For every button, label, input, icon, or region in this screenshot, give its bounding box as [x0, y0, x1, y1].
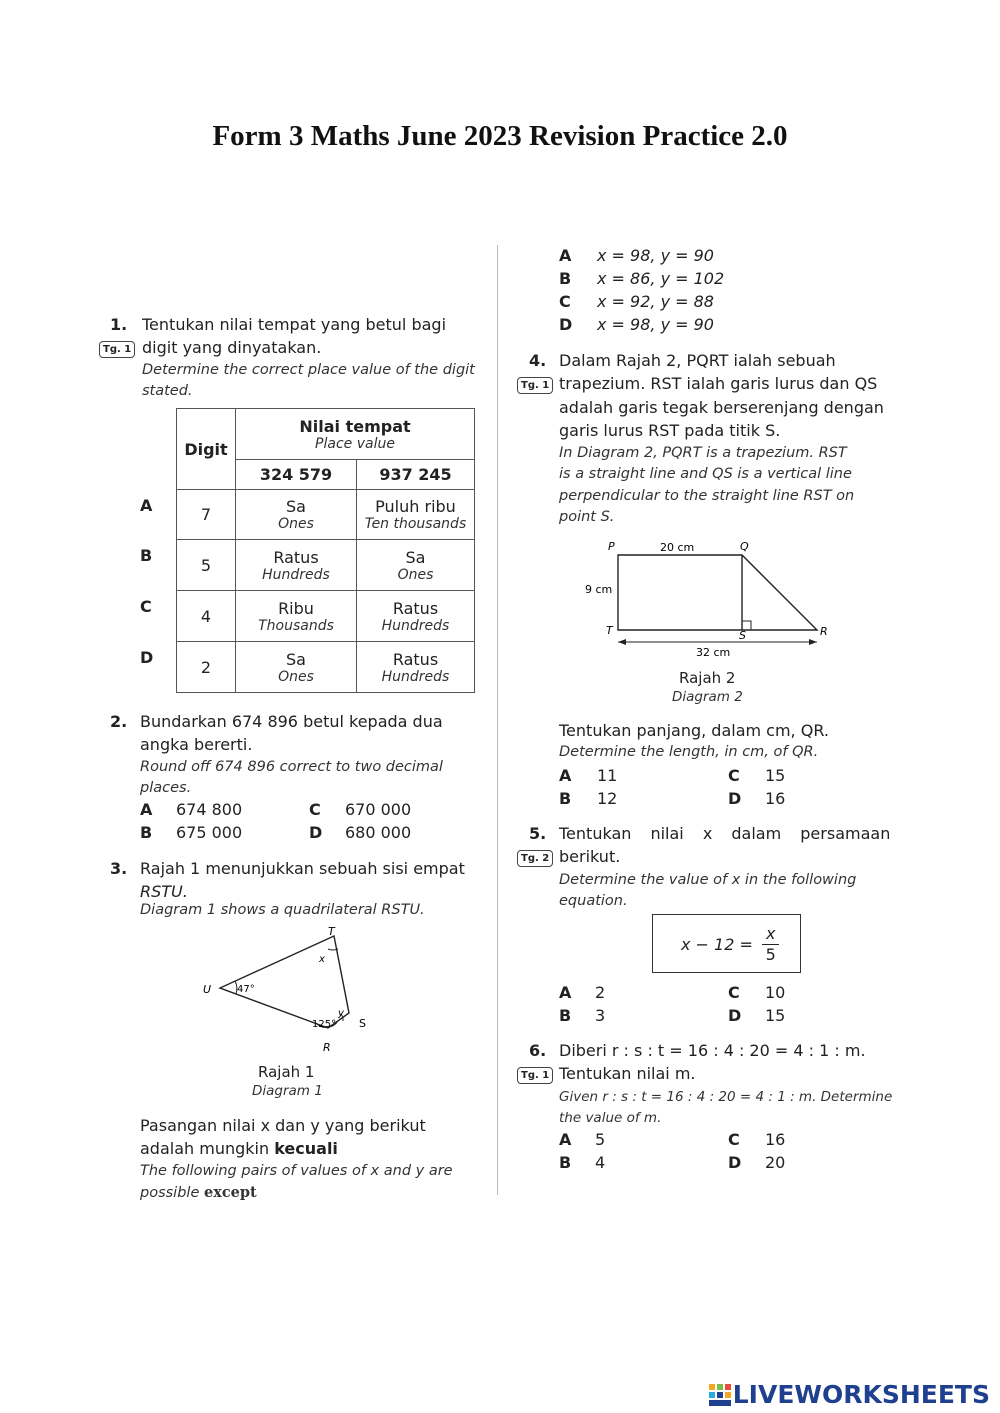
vertex-label-t: T	[606, 624, 613, 637]
diagram-caption-en: Diagram 2	[672, 689, 743, 705]
option-value-a[interactable]: 5	[595, 1130, 606, 1149]
level-tag: Tg. 1	[517, 1067, 553, 1084]
angle-label-125: 125°	[312, 1019, 337, 1030]
option-label-a[interactable]: A	[559, 246, 572, 265]
option-value-d[interactable]: 680 000	[345, 823, 412, 842]
value-cell	[357, 642, 475, 693]
length-label-tr: 32 cm	[696, 646, 731, 659]
option-label-c[interactable]: C	[728, 983, 740, 1002]
equation-fraction	[762, 924, 779, 965]
value-cell	[236, 591, 357, 642]
vertex-label-u: U	[203, 983, 212, 996]
length-label-pq: 20 cm	[660, 541, 695, 554]
option-value-c[interactable]: 670 000	[345, 800, 412, 819]
vertex-label-t: T	[328, 925, 335, 938]
equation-left: x − 12 =	[681, 935, 753, 954]
question-number: 1.	[110, 315, 128, 334]
option-value-a[interactable]: 11	[597, 766, 618, 785]
question-text: Rajah 1 menunjukkan sebuah sisi empat	[140, 859, 465, 878]
digit-cell: 7	[177, 490, 236, 540]
diagram-caption: Rajah 2	[679, 669, 736, 687]
angle-label-x: x	[319, 954, 325, 965]
option-label-d[interactable]: D	[728, 789, 742, 808]
vertex-label-s: S	[739, 629, 746, 642]
option-value-b[interactable]: x = 86, y = 102	[597, 269, 725, 288]
logo-icon	[709, 1384, 731, 1406]
question-text: berikut.	[559, 847, 621, 866]
value-text: Ribu	[278, 598, 314, 618]
option-label-a[interactable]: A	[140, 496, 153, 515]
value-text-en: Hundreds	[262, 566, 330, 583]
digit-cell: 4	[177, 591, 236, 642]
option-label-b[interactable]: B	[559, 789, 572, 808]
question-text-en: places.	[140, 780, 192, 796]
question-text-en: Round off 674 896 correct to two decimal	[140, 759, 443, 775]
value-text-en: Ten thousands	[364, 516, 467, 532]
option-value-b[interactable]: 3	[595, 1006, 606, 1025]
arrow-right-icon	[809, 639, 817, 645]
option-value-a[interactable]: 2	[595, 983, 606, 1002]
value-text-en: Ones	[397, 566, 434, 583]
option-value-a[interactable]: 674 800	[176, 800, 243, 819]
question-text-en: perpendicular to the straight line RST on	[559, 488, 855, 504]
value-text: Sa	[286, 497, 306, 516]
text-part: adalah mungkin	[140, 1139, 275, 1158]
value-cell	[236, 540, 357, 591]
value-text-en: Ones	[278, 516, 314, 532]
digit-header: Digit	[177, 409, 236, 490]
diagram-caption: Rajah 1	[258, 1063, 315, 1081]
length-label-pt: 9 cm	[585, 583, 613, 596]
option-label-a[interactable]: A	[140, 800, 153, 819]
value-text-en: Ones	[278, 668, 314, 685]
vertex-label-s: S	[359, 1017, 366, 1030]
value-text: Ratus	[392, 649, 439, 669]
question-text: Diberi r : s : t = 16 : 4 : 20 = 4 : 1 : m.	[559, 1041, 866, 1060]
question-text-en: is a straight line and QS is a vertical line	[559, 466, 852, 482]
fraction-numerator: x	[762, 924, 779, 945]
value-text: Sa	[405, 547, 426, 567]
vertex-label-r: R	[820, 625, 828, 638]
value-text: Puluh ribu	[375, 497, 456, 516]
question-number: 5.	[529, 824, 547, 843]
equation-box	[652, 914, 801, 973]
value-cell	[357, 490, 475, 540]
question-text: Tentukan panjang, dalam cm, QR.	[559, 721, 829, 740]
option-value-c[interactable]: x = 92, y = 88	[597, 292, 714, 311]
option-value-d[interactable]: 16	[765, 789, 786, 808]
angle-arc-t	[328, 949, 338, 950]
value-cell	[357, 591, 475, 642]
question-text: garis lurus RST pada titik S.	[559, 421, 781, 440]
option-label-d[interactable]: D	[140, 648, 154, 667]
table-row	[177, 642, 475, 693]
question-text-en: stated.	[142, 383, 193, 399]
option-label-d[interactable]: D	[309, 823, 323, 842]
question-text-en: Determine the value of x in the following	[559, 872, 857, 888]
value-cell	[357, 540, 475, 591]
vertex-label-r: R	[323, 1041, 331, 1054]
option-label-d[interactable]: D	[728, 1153, 742, 1172]
digit-cell: 5	[177, 540, 236, 591]
value-text-en: Hundreds	[381, 668, 450, 685]
text-part: possible	[140, 1185, 204, 1201]
column-header: 324 579	[236, 460, 357, 490]
text-emphasis: kecuali	[274, 1139, 338, 1158]
question-text-en: point S.	[559, 509, 615, 525]
value-cell	[236, 642, 357, 693]
option-value-a[interactable]: x = 98, y = 90	[597, 246, 714, 265]
liveworksheets-logo[interactable]	[709, 1380, 990, 1409]
column-divider	[497, 245, 498, 1195]
equation	[681, 924, 779, 965]
option-label-a[interactable]: A	[559, 1130, 572, 1149]
value-cell	[236, 490, 357, 540]
question-text	[140, 1137, 338, 1160]
option-label-c[interactable]: C	[728, 766, 740, 785]
value-text-en: Thousands	[258, 617, 334, 634]
question-text: angka bererti.	[140, 735, 253, 754]
question-text-en	[140, 1182, 257, 1204]
option-label-c[interactable]: C	[728, 1130, 740, 1149]
question-text: Dalam Rajah 2, PQRT ialah sebuah	[559, 351, 836, 370]
option-label-b[interactable]: B	[559, 269, 572, 288]
angle-label-y: y	[338, 1008, 344, 1019]
question-text-en: the value of m.	[559, 1110, 662, 1126]
table-row	[177, 490, 475, 540]
arrow-left-icon	[618, 639, 626, 645]
digit-cell: 2	[177, 642, 236, 693]
question-number: 3.	[110, 859, 128, 878]
question-text-en: equation.	[559, 893, 628, 909]
option-label-d[interactable]: D	[559, 315, 573, 334]
option-value-b[interactable]: 4	[595, 1153, 606, 1172]
page-title: Form 3 Maths June 2023 Revision Practice 2.0	[212, 120, 788, 152]
question-text: digit yang dinyatakan.	[142, 338, 322, 357]
option-label-b[interactable]: B	[140, 546, 153, 565]
value-text: Sa	[286, 649, 306, 669]
angle-label-47: 47°	[237, 984, 255, 995]
place-value-table	[176, 408, 475, 693]
option-value-b[interactable]: 675 000	[176, 823, 243, 842]
question-text-en: Determine the length, in cm, of QR.	[559, 744, 819, 760]
table-row	[177, 540, 475, 591]
option-value-c[interactable]: 15	[765, 766, 786, 785]
question-number: 4.	[529, 351, 547, 370]
question-text-en: Given r : s : t = 16 : 4 : 20 = 4 : 1 : m. Determine	[559, 1089, 893, 1105]
level-tag: Tg. 1	[99, 341, 135, 358]
place-value-header	[236, 409, 475, 460]
level-tag: Tg. 2	[517, 850, 553, 867]
option-value-c[interactable]: 10	[765, 983, 786, 1002]
question-text: Pasangan nilai x dan y yang berikut	[140, 1116, 426, 1135]
option-label-b[interactable]: B	[559, 1006, 572, 1025]
vertex-label-p: P	[608, 540, 615, 553]
question-text-en: In Diagram 2, PQRT is a trapezium. RST	[559, 445, 847, 461]
value-text: Ratus	[392, 598, 439, 618]
question-text: Bundarkan 674 896 betul kepada dua	[140, 712, 443, 731]
question-number: 2.	[110, 712, 128, 731]
option-value-b[interactable]: 12	[597, 789, 618, 808]
question-text: trapezium. RST ialah garis lurus dan QS	[559, 374, 878, 393]
option-label-b[interactable]: B	[559, 1153, 572, 1172]
question-number: 6.	[529, 1041, 547, 1060]
logo-text: LIVEWORKSHEETS	[732, 1380, 990, 1409]
option-value-d[interactable]: 20	[765, 1153, 786, 1172]
place-value-header-text: Nilai tempat	[299, 416, 411, 436]
question-text-en: Diagram 1 shows a quadrilateral RSTU.	[140, 902, 425, 918]
option-label-c[interactable]: C	[559, 292, 571, 311]
place-value-header-en: Place value	[315, 435, 395, 452]
option-value-d[interactable]: x = 98, y = 90	[597, 315, 714, 334]
diagram-1-quadrilateral	[195, 922, 385, 1057]
question-text: Tentukan nilai x dalam persamaan	[559, 824, 891, 843]
column-header: 937 245	[357, 460, 475, 490]
value-text: Ratus	[273, 547, 319, 567]
option-label-c[interactable]: C	[140, 597, 152, 616]
vertex-label-q: Q	[740, 540, 749, 553]
value-text-en: Hundreds	[381, 617, 450, 634]
trapezium-shape	[618, 555, 817, 630]
diagram-2-trapezium	[580, 535, 840, 660]
option-value-d[interactable]: 15	[765, 1006, 786, 1025]
level-tag: Tg. 1	[517, 377, 553, 394]
diagram-caption-en: Diagram 1	[252, 1083, 323, 1099]
question-text: adalah garis tegak berserenjang dengan	[559, 398, 884, 417]
option-label-c[interactable]: C	[309, 800, 321, 819]
option-label-b[interactable]: B	[140, 823, 153, 842]
question-text-en: The following pairs of values of x and y are	[140, 1163, 453, 1179]
question-text: RSTU.	[140, 882, 188, 901]
question-text: Tentukan nilai m.	[559, 1064, 696, 1083]
question-text-en: Determine the correct place value of the digit	[142, 362, 475, 378]
text-emphasis: except	[203, 1184, 257, 1201]
option-value-c[interactable]: 16	[765, 1130, 786, 1149]
option-label-d[interactable]: D	[728, 1006, 742, 1025]
option-label-a[interactable]: A	[559, 983, 572, 1002]
table-row	[177, 591, 475, 642]
question-text: Tentukan nilai tempat yang betul bagi	[142, 315, 447, 334]
fraction-denominator: 5	[765, 945, 776, 964]
option-label-a[interactable]: A	[559, 766, 572, 785]
